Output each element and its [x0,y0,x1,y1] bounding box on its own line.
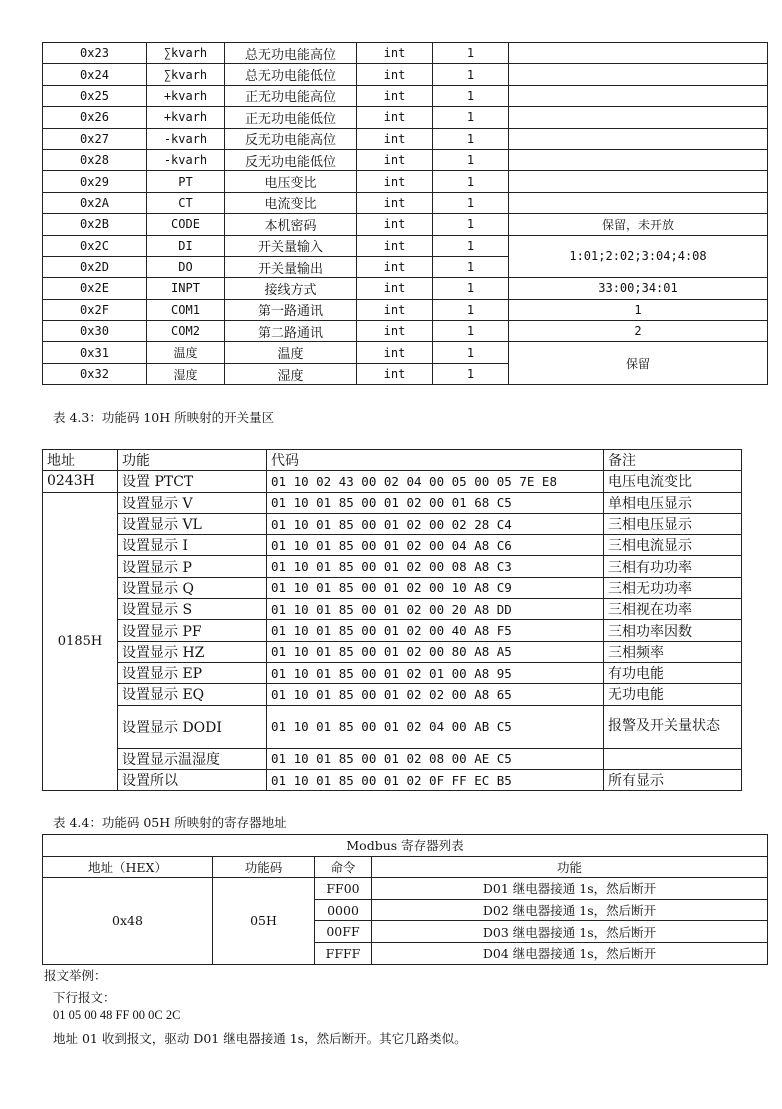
note-cell [604,748,742,769]
note-cell: 有功电能 [604,662,742,683]
type-cell: int [357,64,433,85]
switch-area-table-body [43,450,742,791]
name-cell: 第二路通讯 [225,321,357,342]
addr-cell: 0x23 [43,43,147,64]
func-cell: 设置显示 EQ [118,684,267,705]
func-cell: 设置显示 P [118,556,267,577]
type-cell: int [357,85,433,106]
modbus-register-table-body [43,835,768,965]
addr-cell: 0x26 [43,107,147,128]
count-cell: 1 [433,107,509,128]
table-row [43,620,742,641]
table-header-row [43,856,768,878]
note-cell: 1 [509,299,768,320]
type-cell: int [357,342,433,363]
note-cell: 报警及开关量状态 [604,705,742,748]
table-row [43,662,742,683]
table-row [43,748,742,769]
note-cell: 三相有功功率 [604,556,742,577]
count-cell: 1 [433,171,509,192]
addr-cell: 0x2D [43,256,147,277]
type-cell: int [357,321,433,342]
table-row [43,492,742,513]
note-cell [509,64,768,85]
symbol-cell: COM2 [147,321,225,342]
code-cell: 01 10 01 85 00 01 02 08 00 AE C5 [267,748,604,769]
addr-cell: 0x2B [43,214,147,235]
table-row [43,471,742,492]
type-cell: int [357,363,433,384]
note-cell: 保留 [509,342,768,385]
func-cell: 设置显示 V [118,492,267,513]
table-row [43,641,742,662]
type-cell: int [357,192,433,213]
symbol-cell: ∑kvarh [147,64,225,85]
func-cell: D03 继电器接通 1s，然后断开 [372,921,768,943]
header-addr: 地址（HEX） [43,856,213,878]
name-cell: 本机密码 [225,214,357,235]
cmd-cell: 0000 [315,899,372,921]
addr-cell: 0x25 [43,85,147,106]
func-cell: 设置显示 VL [118,513,267,534]
symbol-cell: CT [147,192,225,213]
code-cell: 01 10 01 85 00 01 02 01 00 A8 95 [267,662,604,683]
func-cell: 设置显示温湿度 [118,748,267,769]
addr-cell: 0x2C [43,235,147,256]
addr-cell: 0x24 [43,64,147,85]
register-table [42,42,768,385]
symbol-cell: -kvarh [147,149,225,170]
type-cell: int [357,235,433,256]
downlink-bytes: 01 05 00 48 FF 00 0C 2C [53,1008,181,1022]
name-cell: 电流变比 [225,192,357,213]
table-row [43,43,768,64]
name-cell: 总无功电能高位 [225,43,357,64]
header-func-code: 功能码 [213,856,315,878]
addr-cell: 0x28 [43,149,147,170]
note-cell [509,43,768,64]
table-row [43,535,742,556]
func-cell: D04 继电器接通 1s，然后断开 [372,942,768,964]
type-cell: int [357,278,433,299]
count-cell: 1 [433,299,509,320]
name-cell: 反无功电能高位 [225,128,357,149]
register-table-body [43,43,768,385]
code-cell: 01 10 01 85 00 01 02 00 01 68 C5 [267,492,604,513]
count-cell: 1 [433,278,509,299]
note-cell [509,107,768,128]
table-row [43,171,768,192]
table-row [43,107,768,128]
count-cell: 1 [433,192,509,213]
table-row [43,128,768,149]
type-cell: int [357,128,433,149]
table-header-row [43,450,742,471]
note-cell: 三相视在功率 [604,599,742,620]
symbol-cell: INPT [147,278,225,299]
header-func: 功能 [372,856,768,878]
code-cell: 01 10 01 85 00 01 02 04 00 AB C5 [267,705,604,748]
note-cell: 三相电压显示 [604,513,742,534]
func-cell: D02 继电器接通 1s，然后断开 [372,899,768,921]
count-cell: 1 [433,321,509,342]
symbol-cell: COM1 [147,299,225,320]
note-cell [509,192,768,213]
type-cell: int [357,299,433,320]
code-cell: 01 10 02 43 00 02 04 00 05 00 05 7E E8 [267,471,604,492]
addr-cell: 0x27 [43,128,147,149]
func-cell: 设置显示 DODI [118,705,267,748]
note-cell: 33:00;34:01 [509,278,768,299]
table-row [43,684,742,705]
count-cell: 1 [433,363,509,384]
code-cell: 01 10 01 85 00 01 02 02 00 A8 65 [267,684,604,705]
header-func: 功能 [118,450,267,471]
name-cell: 反无功电能低位 [225,149,357,170]
type-cell: int [357,171,433,192]
type-cell: int [357,107,433,128]
switch-area-table [42,449,742,791]
func-cell: 设置所以 [118,769,267,790]
cmd-cell: FF00 [315,878,372,900]
count-cell: 1 [433,235,509,256]
note-cell: 保留，未开放 [509,214,768,235]
name-cell: 正无功电能低位 [225,107,357,128]
addr-cell: 0x30 [43,321,147,342]
table-4-4-caption: 表 4.4：功能码 05H 所映射的寄存器地址 [53,815,287,830]
symbol-cell: +kvarh [147,107,225,128]
func-cell: 设置显示 EP [118,662,267,683]
symbol-cell: -kvarh [147,128,225,149]
symbol-cell: ∑kvarh [147,43,225,64]
table-row [43,214,768,235]
count-cell: 1 [433,43,509,64]
note-cell: 单相电压显示 [604,492,742,513]
name-cell: 开关量输入 [225,235,357,256]
note-cell: 无功电能 [604,684,742,705]
code-cell: 01 10 01 85 00 01 02 00 04 A8 C6 [267,535,604,556]
code-cell: 01 10 01 85 00 01 02 0F FF EC B5 [267,769,604,790]
addr-cell: 0x29 [43,171,147,192]
table-row [43,321,768,342]
addr-cell: 0x32 [43,363,147,384]
symbol-cell: PT [147,171,225,192]
count-cell: 1 [433,128,509,149]
modbus-register-table [42,834,768,965]
table-row [43,342,768,363]
code-cell: 01 10 01 85 00 01 02 00 20 A8 DD [267,599,604,620]
note-cell: 三相功率因数 [604,620,742,641]
header-addr: 地址 [43,450,118,471]
addr-cell: 0x2E [43,278,147,299]
name-cell: 正无功电能高位 [225,85,357,106]
table-row [43,149,768,170]
name-cell: 总无功电能低位 [225,64,357,85]
type-cell: int [357,149,433,170]
code-cell: 01 10 01 85 00 01 02 00 40 A8 F5 [267,620,604,641]
header-code: 代码 [267,450,604,471]
table-4-3-caption: 表 4.3：功能码 10H 所映射的开关量区 [53,410,275,425]
symbol-cell: 温度 [147,342,225,363]
example-label: 报文举例： [44,968,107,983]
table-row [43,513,742,534]
count-cell: 1 [433,85,509,106]
count-cell: 1 [433,256,509,277]
note-cell: 三相无功功率 [604,577,742,598]
addr-cell: 0x2A [43,192,147,213]
type-cell: int [357,214,433,235]
name-cell: 温度 [225,342,357,363]
name-cell: 第一路通讯 [225,299,357,320]
table-row [43,599,742,620]
table-title-row [43,835,768,857]
table-row [43,85,768,106]
note-cell: 2 [509,321,768,342]
note-cell [509,128,768,149]
name-cell: 开关量输出 [225,256,357,277]
note-cell: 1:01;2:02;3:04;4:08 [509,235,768,278]
code-cell: 01 10 01 85 00 01 02 00 08 A8 C3 [267,556,604,577]
func-cell: 设置显示 HZ [118,641,267,662]
table-row [43,769,742,790]
func-cell: 设置显示 PF [118,620,267,641]
func-code-cell: 05H [213,878,315,964]
table-row [43,235,768,256]
count-cell: 1 [433,342,509,363]
count-cell: 1 [433,64,509,85]
table-row [43,192,768,213]
symbol-cell: +kvarh [147,85,225,106]
cmd-cell: FFFF [315,942,372,964]
symbol-cell: CODE [147,214,225,235]
table-row [43,705,742,748]
header-cmd: 命令 [315,856,372,878]
note-cell [509,149,768,170]
downlink-label: 下行报文： [53,990,116,1005]
symbol-cell: 湿度 [147,363,225,384]
code-cell: 01 10 01 85 00 01 02 00 10 A8 C9 [267,577,604,598]
cmd-cell: 00FF [315,921,372,943]
table-row [43,64,768,85]
header-note: 备注 [604,450,742,471]
addr-cell: 0x31 [43,342,147,363]
symbol-cell: DO [147,256,225,277]
func-cell: 设置显示 Q [118,577,267,598]
code-cell: 01 10 01 85 00 01 02 00 02 28 C4 [267,513,604,534]
count-cell: 1 [433,149,509,170]
table-row [43,556,742,577]
code-cell: 01 10 01 85 00 01 02 00 80 A8 A5 [267,641,604,662]
func-cell: 设置显示 I [118,535,267,556]
addr-cell: 0x48 [43,878,213,964]
addr-cell: 0243H [43,471,118,492]
symbol-cell: DI [147,235,225,256]
table-row [43,878,768,900]
name-cell: 湿度 [225,363,357,384]
table-row [43,577,742,598]
count-cell: 1 [433,214,509,235]
type-cell: int [357,256,433,277]
func-cell: 设置 PTCT [118,471,267,492]
note-cell [509,85,768,106]
name-cell: 接线方式 [225,278,357,299]
table-title: Modbus 寄存器列表 [43,835,768,857]
type-cell: int [357,43,433,64]
addr-cell: 0x2F [43,299,147,320]
group-addr-cell: 0185H [43,492,118,791]
name-cell: 电压变比 [225,171,357,192]
table-row [43,278,768,299]
note-cell [509,171,768,192]
table-row [43,299,768,320]
func-cell: D01 继电器接通 1s，然后断开 [372,878,768,900]
example-description: 地址 01 收到报文，驱动 D01 继电器接通 1s，然后断开。其它几路类似。 [53,1031,467,1046]
note-cell: 三相频率 [604,641,742,662]
func-cell: 设置显示 S [118,599,267,620]
note-cell: 电压电流变比 [604,471,742,492]
note-cell: 所有显示 [604,769,742,790]
note-cell: 三相电流显示 [604,535,742,556]
